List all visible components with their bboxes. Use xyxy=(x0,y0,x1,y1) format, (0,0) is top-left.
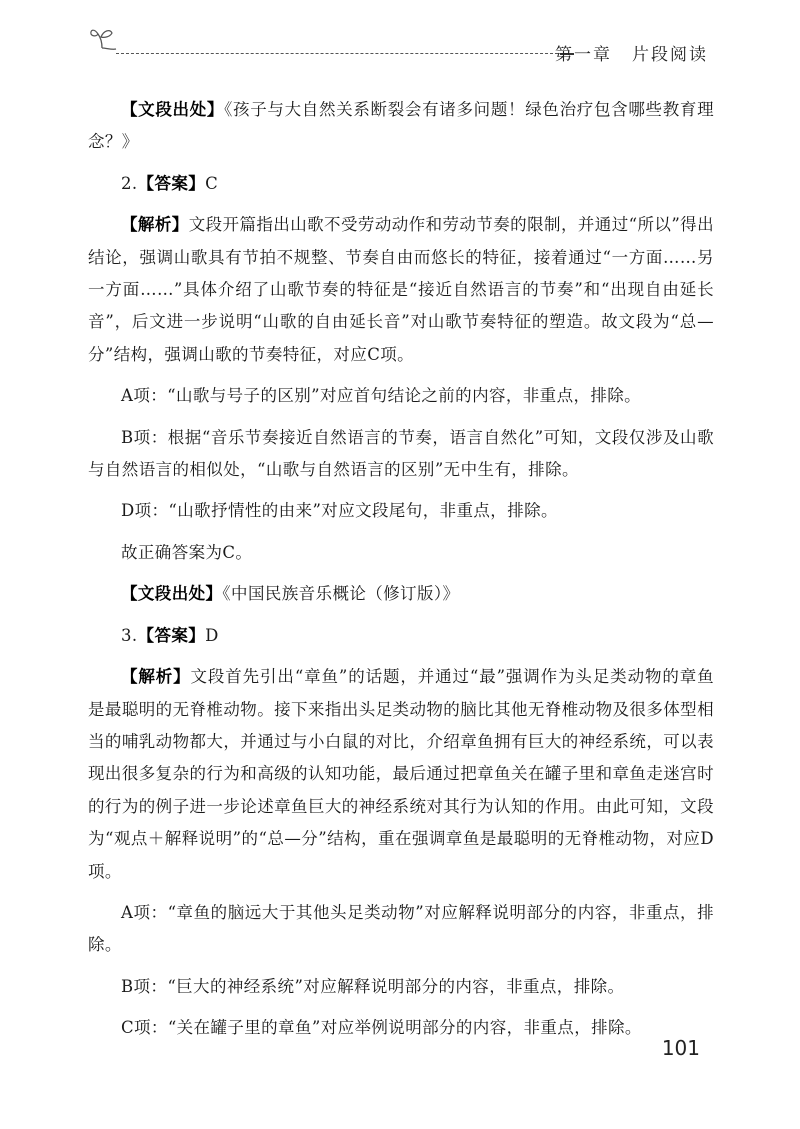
source-tag: 【文段出处】 xyxy=(121,584,223,604)
option-b-paragraph: B项：“巨大的神经系统”对应解释说明部分的内容，非重点，排除。 xyxy=(121,976,625,996)
option-d-paragraph: D项：“山歌抒情性的由来”对应文段尾句，非重点，排除。 xyxy=(121,501,558,521)
question-number: 2. xyxy=(121,173,138,193)
source-text: 《孩子与大自然关系断裂会有诸多问题！绿色治疗包含哪些教育理念？》 xyxy=(88,100,714,152)
source-text: 《中国民族音乐概论（修订版）》 xyxy=(222,584,460,604)
option-b-paragraph: B项：根据“音乐节奏接近自然语言的节奏，语言自然化”可知，文段仅涉及山歌与自然语言的相似处，“山歌与自然语言的区别”无中生有，排除。 xyxy=(88,427,714,480)
option-c-paragraph: C项：“关在罐子里的章鱼”对应举例说明部分的内容，非重点，排除。 xyxy=(121,1018,642,1038)
chapter-label: 第一章 xyxy=(555,45,612,65)
answer-value: D xyxy=(205,625,219,645)
analysis-paragraph xyxy=(88,661,714,888)
answer-paragraph xyxy=(88,620,714,652)
option-a-paragraph: A项：“山歌与号子的区别”对应首句结论之前的内容，非重点，排除。 xyxy=(121,386,642,406)
chapter-heading xyxy=(555,40,708,65)
answer-tag: 【答案】 xyxy=(137,173,206,193)
section-label: 片段阅读 xyxy=(632,45,708,65)
source-paragraph xyxy=(88,94,714,159)
header-divider xyxy=(116,53,558,54)
page-body xyxy=(88,94,714,1045)
page-number: 101 xyxy=(661,1036,700,1060)
analysis-tag: 【解析】 xyxy=(121,667,191,687)
analysis-text: 文段首先引出“章鱼”的话题，并通过“最”强调作为头足类动物的章鱼是最聪明的无脊椎动物。接下来指出头足类动物的脑比其他无脊椎动物及很多体型相当的哺乳动物都大，并通过与小白鼠的对比，介绍章鱼拥有巨大的神经系统，可以表现出很多复杂的行为和高级的认知功能，最后通过把章鱼关在罐子里和章鱼走迷宫时的行为的例子进一步论述章鱼巨大的神经系统对其行为认知的作用。由此可知，文段为“观点＋解释说明”的“总—分”结构，重在强调章鱼是最聪明的无脊椎动物，对应D项。 xyxy=(88,667,714,881)
answer-paragraph xyxy=(88,168,714,200)
analysis-text: 文段开篇指出山歌不受劳动动作和劳动节奏的限制，并通过“所以”得出结论，强调山歌具有节拍不规整、节奏自由而悠长的特征，接着通过“一方面……另一方面……”具体介绍了山歌节奏的特征是“接近自然语言的节奏”和“出现自由延长音”，后文进一步说明“山歌的自由延长音”对山歌节奏特征的塑造。故文段为“总—分”结构，强调山歌的节奏特征，对应C项。 xyxy=(88,215,714,364)
question-number: 3. xyxy=(121,625,138,645)
answer-tag: 【答案】 xyxy=(137,625,206,645)
sprout-icon xyxy=(88,24,118,50)
analysis-paragraph xyxy=(88,209,714,371)
source-tag: 【文段出处】 xyxy=(121,100,225,119)
conclusion-paragraph: 故正确答案为C。 xyxy=(121,542,253,562)
option-a-paragraph: A项：“章鱼的脑远大于其他头足类动物”对应解释说明部分的内容，非重点，排除。 xyxy=(88,902,714,955)
page-header xyxy=(88,22,708,65)
answer-value: C xyxy=(205,173,219,193)
source-paragraph xyxy=(88,578,714,610)
analysis-tag: 【解析】 xyxy=(121,215,189,235)
